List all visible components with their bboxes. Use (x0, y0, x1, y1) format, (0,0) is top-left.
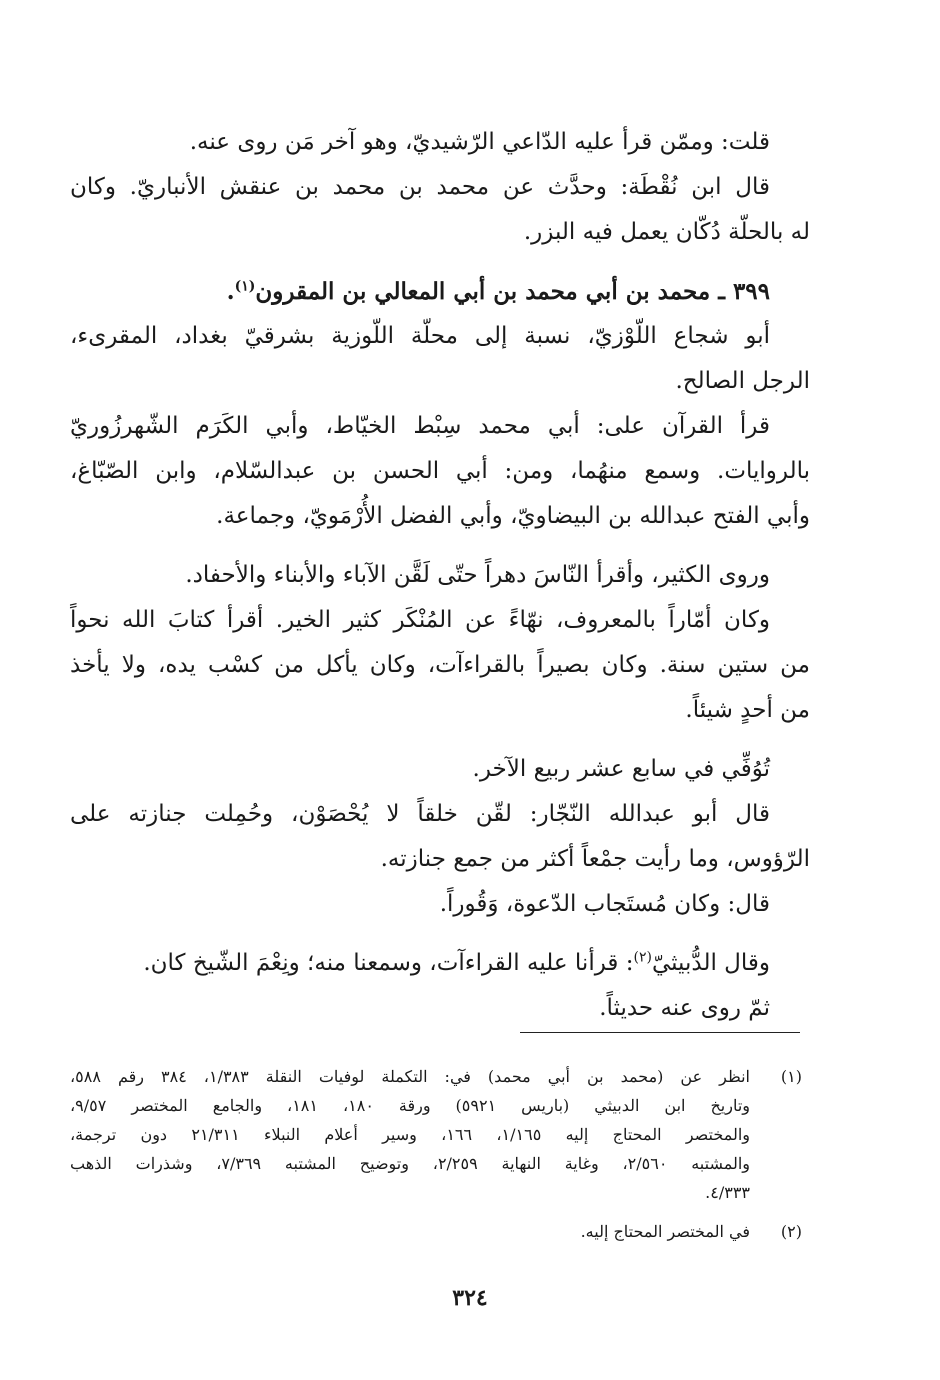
text-line: له بالحلّة دُكّان يعمل فيه البزر. (523, 219, 810, 245)
footnote (70, 1062, 810, 1207)
text-line: من أحدٍ شيئاً. (685, 697, 810, 723)
text-line: الرجل الصالح. (675, 368, 810, 394)
footnote-line: في المختصر المحتاج إليه. (580, 1222, 750, 1241)
page-number: ٣٢٤ (452, 1285, 488, 1311)
footnotes (70, 1062, 810, 1246)
footnote-line: والمختصر المحتاج إليه ١/١٦٥، ١٦٦، وسير أعلام النبلاء ٢١/٣١١ دون ترجمة، (70, 1125, 750, 1144)
footnote-line: انظر عن (محمد بن أبي محمد) في: التكملة لوفيات النقلة ١/٣٨٣، ٣٨٤ رقم ٥٨٨، (70, 1067, 751, 1086)
footnote-ref: (١) (234, 278, 256, 295)
text-line: من ستين سنة. وكان بصيراً بالقراءآت، وكان يأكل من كسْب يده، ولا يأخذ (70, 652, 810, 678)
text-line: قال: وكان مُستَجاب الدّعوة، وَقُوراً. (439, 891, 770, 917)
text-segment: : قرأنا عليه القراءآت، وسمعنا منه؛ ونِعْمَ الشّيخ كان. (143, 950, 634, 976)
text-line: أبو شجاع اللّوْزيّ، نسبة إلى محلّة اللّوزية بشرقيّ بغداد، المقرىء، (70, 323, 770, 349)
text-line: الرّؤوس، وما رأيت جمْعاً أكثر من جمع جنازته. (380, 846, 810, 872)
text-line: بالروايات. وسمع منهُما، ومن: أبي الحسن بن عبدالسّلام، وابن الصّبّاغ، (70, 458, 810, 484)
text-line: وأبي الفتح عبدالله بن البيضاويّ، وأبي الفضل الأُرْمَويّ، وجماعة. (216, 503, 810, 529)
footnote (70, 1217, 810, 1246)
text-line (70, 941, 810, 986)
entry-heading-text: ٣٩٩ ـ محمد بن أبي محمد بن أبي المعالي بن المقرون (255, 278, 770, 305)
heading-period: . (226, 278, 235, 305)
footnote-separator (520, 1032, 800, 1033)
text-line: قال أبو عبدالله النّجّار: لقّن خلقاً لا يُحْصَوْن، وحُمِلت جنازته على (70, 801, 770, 827)
text-line: قال ابن نُقْطَة: وحدَّث عن محمد بن محمد بن عنقش الأنباريّ. وكان (70, 174, 770, 200)
footnote-ref: (٢) (633, 949, 652, 966)
text-line: قلت: وممّن قرأ عليه الدّاعي الرّشيديّ، وهو آخر مَن روى عنه. (189, 129, 770, 155)
text-line: ثمّ روى عنه حديثاً. (599, 995, 770, 1021)
footnote-number: (٢) (780, 1222, 802, 1241)
main-text (70, 120, 810, 1031)
text-line: وروى الكثير، وأقرأ النّاسَ دهراً حتّى لَقَّن الآباء والأبناء والأحفاد. (185, 562, 770, 588)
entry-heading (70, 269, 810, 314)
footnote-line: وتاريخ ابن الدبيثي (باريس ٥٩٢١) ورقة ١٨٠، ١٨١، والجامع المختصر ٩/٥٧، (70, 1096, 751, 1115)
text-line: تُوُفِّي في سابع عشر ربيع الآخر. (472, 756, 770, 782)
footnote-line: ٤/٣٣٣. (705, 1183, 750, 1202)
text-line: وكان أمّاراً بالمعروف، نهّاءً عن المُنْكَر كثير الخير. أقرأ كتابَ الله نحواً (70, 607, 770, 633)
footnote-number: (١) (780, 1067, 802, 1086)
text-segment: وقال الدُّبيثيّ (651, 950, 770, 976)
text-line: قرأ القرآن على: أبي محمد سِبْط الخيّاط، وأبي الكَرَم الشّهرزُوريّ (70, 413, 770, 439)
footnote-line: والمشتبه ٢/٥٦٠، وغاية النهاية ٢/٢٥٩، وتوضيح المشتبه ٧/٣٦٩، وشذرات الذهب (70, 1154, 751, 1173)
